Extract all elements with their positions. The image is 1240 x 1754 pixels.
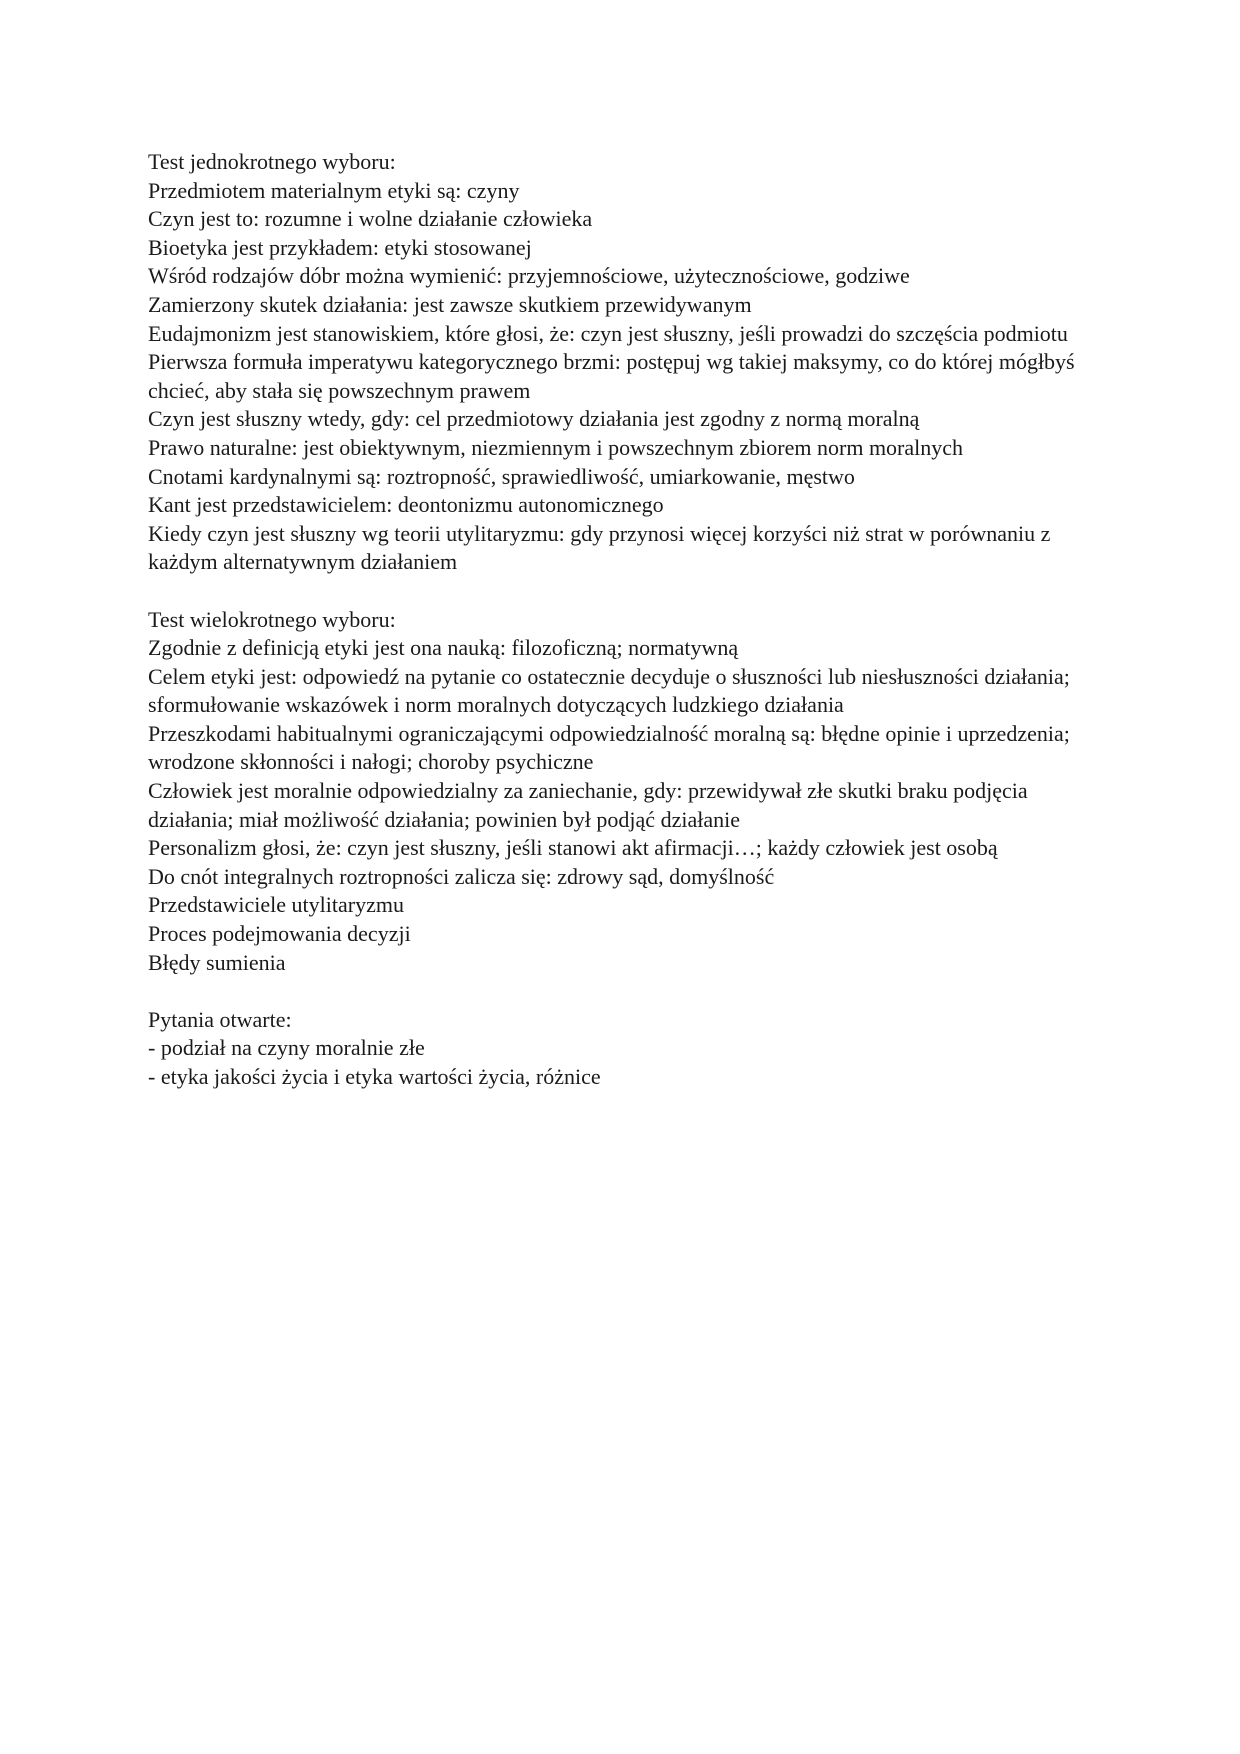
text-line: Celem etyki jest: odpowiedź na pytanie co ostatecznie decyduje o słuszności lub niesłuszności działania; sformułowanie wskazówek i norm moralnych dotyczących ludzkiego działania xyxy=(148,663,1070,718)
text-line: Eudajmonizm jest stanowiskiem, które głosi, że: czyn jest słuszny, jeśli prowadzi do szczęścia podmiotu xyxy=(148,320,1068,346)
text-line: - etyka jakości życia i etyka wartości życia, różnice xyxy=(148,1064,601,1089)
text-line: Zgodnie z definicją etyki jest ona nauką: filozoficzną; normatywną xyxy=(148,635,739,661)
section-heading: Test wielokrotnego wyboru: xyxy=(148,606,396,632)
text-line: Przeszkodami habitualnymi ograniczającymi odpowiedzialność moralną są: błędne opinie i uprzedzenia; wrodzone skłonności i nałogi; choroby psychiczne xyxy=(148,720,1070,775)
text-line: Kiedy czyn jest słuszny wg teorii utylitaryzmu: gdy przynosi więcej korzyści niż strat w porównaniu z każdym alternatywnym działaniem xyxy=(148,520,1051,575)
text-line: Wśród rodzajów dóbr można wymienić: przyjemnościowe, użytecznościowe, godziwe xyxy=(148,263,910,289)
section-heading: Pytania otwarte: xyxy=(148,1006,292,1032)
text-line: Czyn jest słuszny wtedy, gdy: cel przedmiotowy działania jest zgodny z normą moralną xyxy=(148,406,920,432)
text-line: Kant jest przedstawicielem: deontonizmu autonomicznego xyxy=(148,492,664,518)
text-line: Prawo naturalne: jest obiektywnym, niezmiennym i powszechnym zbiorem norm moralnych xyxy=(148,434,964,460)
text-line: Do cnót integralnych roztropności zalicza się: zdrowy sąd, domyślność xyxy=(148,863,775,889)
text-line: Przedstawiciele utylitaryzmu xyxy=(148,892,404,918)
text-line: Proces podejmowania decyzji xyxy=(148,921,411,947)
text-line: Bioetyka jest przykładem: etyki stosowanej xyxy=(148,234,532,260)
text-line: Personalizm głosi, że: czyn jest słuszny, jeśli stanowi akt afirmacji…; każdy człowiek jest osobą xyxy=(148,835,998,861)
section-heading: Test jednokrotnego wyboru: xyxy=(148,149,396,174)
text-line: Czyn jest to: rozumne i wolne działanie człowieka xyxy=(148,206,593,232)
document-body xyxy=(148,148,1108,1092)
text-line: Cnotami kardynalnymi są: roztropność, sprawiedliwość, umiarkowanie, męstwo xyxy=(148,463,855,489)
text-line: Zamierzony skutek działania: jest zawsze skutkiem przewidywanym xyxy=(148,291,752,317)
section-open-questions xyxy=(148,1006,1108,1092)
text-line: Błędy sumienia xyxy=(148,949,286,975)
text-line: Pierwsza formuła imperatywu kategorycznego brzmi: postępuj wg takiej maksymy, co do której mógłbyś chcieć, aby stała się powszechnym prawem xyxy=(148,349,1075,403)
text-line: Przedmiotem materialnym etyki są: czyny xyxy=(148,177,520,203)
text-line: Człowiek jest moralnie odpowiedzialny za zaniechanie, gdy: przewidywał złe skutki braku podjęcia działania; miał możliwość działania; powinien był podjąć działanie xyxy=(148,778,1028,832)
text-line: - podział na czyny moralnie złe xyxy=(148,1035,425,1061)
section-single-choice xyxy=(148,148,1108,577)
section-multiple-choice xyxy=(148,606,1108,978)
